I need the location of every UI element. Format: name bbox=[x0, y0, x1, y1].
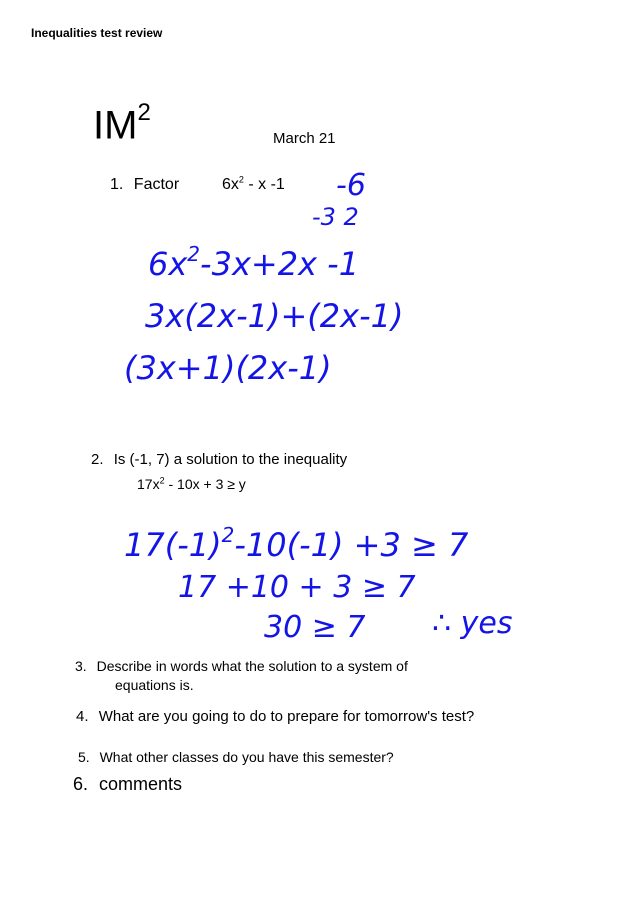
course-superscript: 2 bbox=[137, 99, 151, 126]
hw-q1-step3: (3x+1)(2x-1) bbox=[124, 349, 332, 387]
document-title: Inequalities test review bbox=[31, 26, 163, 40]
hw-q2-step3: 30 ≥ 7 bbox=[264, 610, 366, 645]
hw-q2-conclusion: ∴ yes bbox=[432, 606, 513, 641]
hw-q1-product: -6 bbox=[336, 168, 366, 203]
question-3-number: 3. bbox=[75, 658, 87, 674]
question-5-text: What other classes do you have this semester? bbox=[99, 749, 394, 765]
question-6-number: 6. bbox=[73, 774, 89, 794]
date: March 21 bbox=[273, 130, 336, 147]
question-1-label: Factor bbox=[133, 176, 180, 193]
hw-q2-step1: $17(-1)^2-10(-1) +3 \ge 7$ bbox=[124, 523, 469, 564]
question-3-line1: Describe in words what the solution to a system of bbox=[96, 658, 408, 674]
expr-rest: - x -1 bbox=[243, 176, 285, 193]
expr-exponent: 2 bbox=[238, 174, 244, 185]
hw-q1-step1: $6x^2-3x+2x$ -1 bbox=[148, 242, 360, 283]
hw-q1-factors: -3 2 bbox=[312, 203, 359, 231]
hw-q1-step2: 3x(2x-1)+(2x-1) bbox=[145, 297, 404, 335]
expr-base: 6x bbox=[222, 176, 239, 193]
course-name: IM bbox=[93, 103, 138, 148]
question-2-text: Is (-1, 7) a solution to the inequality bbox=[113, 451, 348, 468]
question-4-text: What are you going to do to prepare for tomorrow's test? bbox=[98, 708, 475, 725]
question-4-number: 4. bbox=[76, 708, 89, 725]
question-1-number: 1. bbox=[110, 176, 124, 193]
question-3-line2: equations is. bbox=[115, 677, 194, 693]
hw-q2-step2: 17 +10 + 3 ≥ 7 bbox=[178, 570, 416, 605]
expr-base: 17x bbox=[137, 476, 160, 492]
expr-rest: - 10x + 3 ≥ y bbox=[164, 476, 246, 492]
question-2-number: 2. bbox=[91, 451, 104, 468]
question-5-number: 5. bbox=[78, 749, 90, 765]
expr-exponent: 2 bbox=[159, 475, 165, 486]
question-6-text: comments bbox=[99, 774, 183, 794]
